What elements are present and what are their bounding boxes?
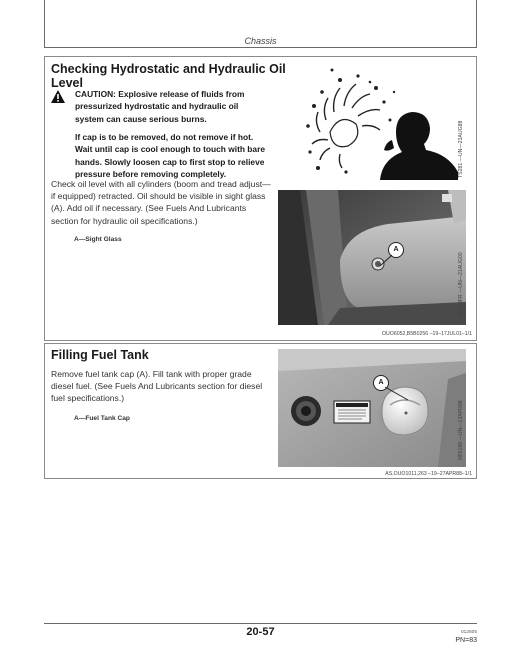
body-line: Remove fuel tank cap (A). Fill tank with proper grade [51,369,252,379]
figure-ref-sight-glass: N421 9FR —UN—21AUG00 [458,252,464,318]
warning-line: Wait until cap is cool enough to touch with bare [75,144,265,155]
callout-leader [384,386,410,402]
warning-line: If cap is to be removed, do not remove if hot. [75,132,254,142]
pn-code: PN=83 [455,637,477,644]
hot-cap-warning [75,131,290,181]
figure-ref-burst: TS281 —UN—23AUG88 [458,120,464,178]
figure-ref-fuel: N55188 —UN—13APR88 [458,400,464,460]
running-head: Chassis [244,36,277,46]
page-number: 20-57 [246,626,275,638]
warning-line: hands. Slowly loosen cap to first stop to relieve [75,156,265,167]
top-rule [44,47,477,48]
doc-reference-oil: OUO6052,B5B0256 –19–17JUL01–1/1 [382,331,472,337]
fuel-tank-photo-art [278,349,466,467]
callout-label: A [378,379,384,386]
body-line: Check oil level with all cylinders (boom and tread adjust— [51,179,271,189]
body-line: (A). Add oil if necessary. (See Fuels And Lubricants [51,203,247,214]
caution-statement [75,88,290,125]
sight-glass-photo-art [278,190,466,325]
sight-glass-photo [278,190,466,325]
callout-label: A [393,246,399,253]
doc-reference-fuel: AS,OUO1011,263 –19–27APR88–1/1 [385,471,472,477]
callout-leader [378,254,394,268]
caution-line: CAUTION: Explosive release of fluids from [75,89,245,99]
warning-line: pressure before removing completely. [75,169,227,180]
fuel-instructions [51,368,276,405]
burst-fluid-illustration [300,62,460,180]
body-line: diesel fuel. (See Fuels And Lubricants section for diesel [51,381,263,392]
warning-triangle-icon [51,90,65,103]
fuel-tank-photo [278,349,466,467]
oil-level-instructions [51,178,276,227]
bottom-rule [44,623,477,624]
body-line: fuel specifications.) [51,393,125,404]
section-title-fuel: Filling Fuel Tank [51,348,149,362]
body-line: section for hydraulic oil specifications.) [51,215,198,226]
caution-line: system can cause serious burns. [75,113,207,124]
body-line: if equipped) retracted. Oil should be visible in sight glass [51,191,266,202]
date-code: 012505 [460,630,477,635]
legend-fuel-cap: A—Fuel Tank Cap [74,415,130,422]
legend-sight-glass: A—Sight Glass [74,236,122,243]
section-title-oil-level: Checking Hydrostatic and Hydraulic Oil Level [51,62,286,90]
caution-line: pressurized hydrostatic and hydraulic oil [75,101,239,112]
